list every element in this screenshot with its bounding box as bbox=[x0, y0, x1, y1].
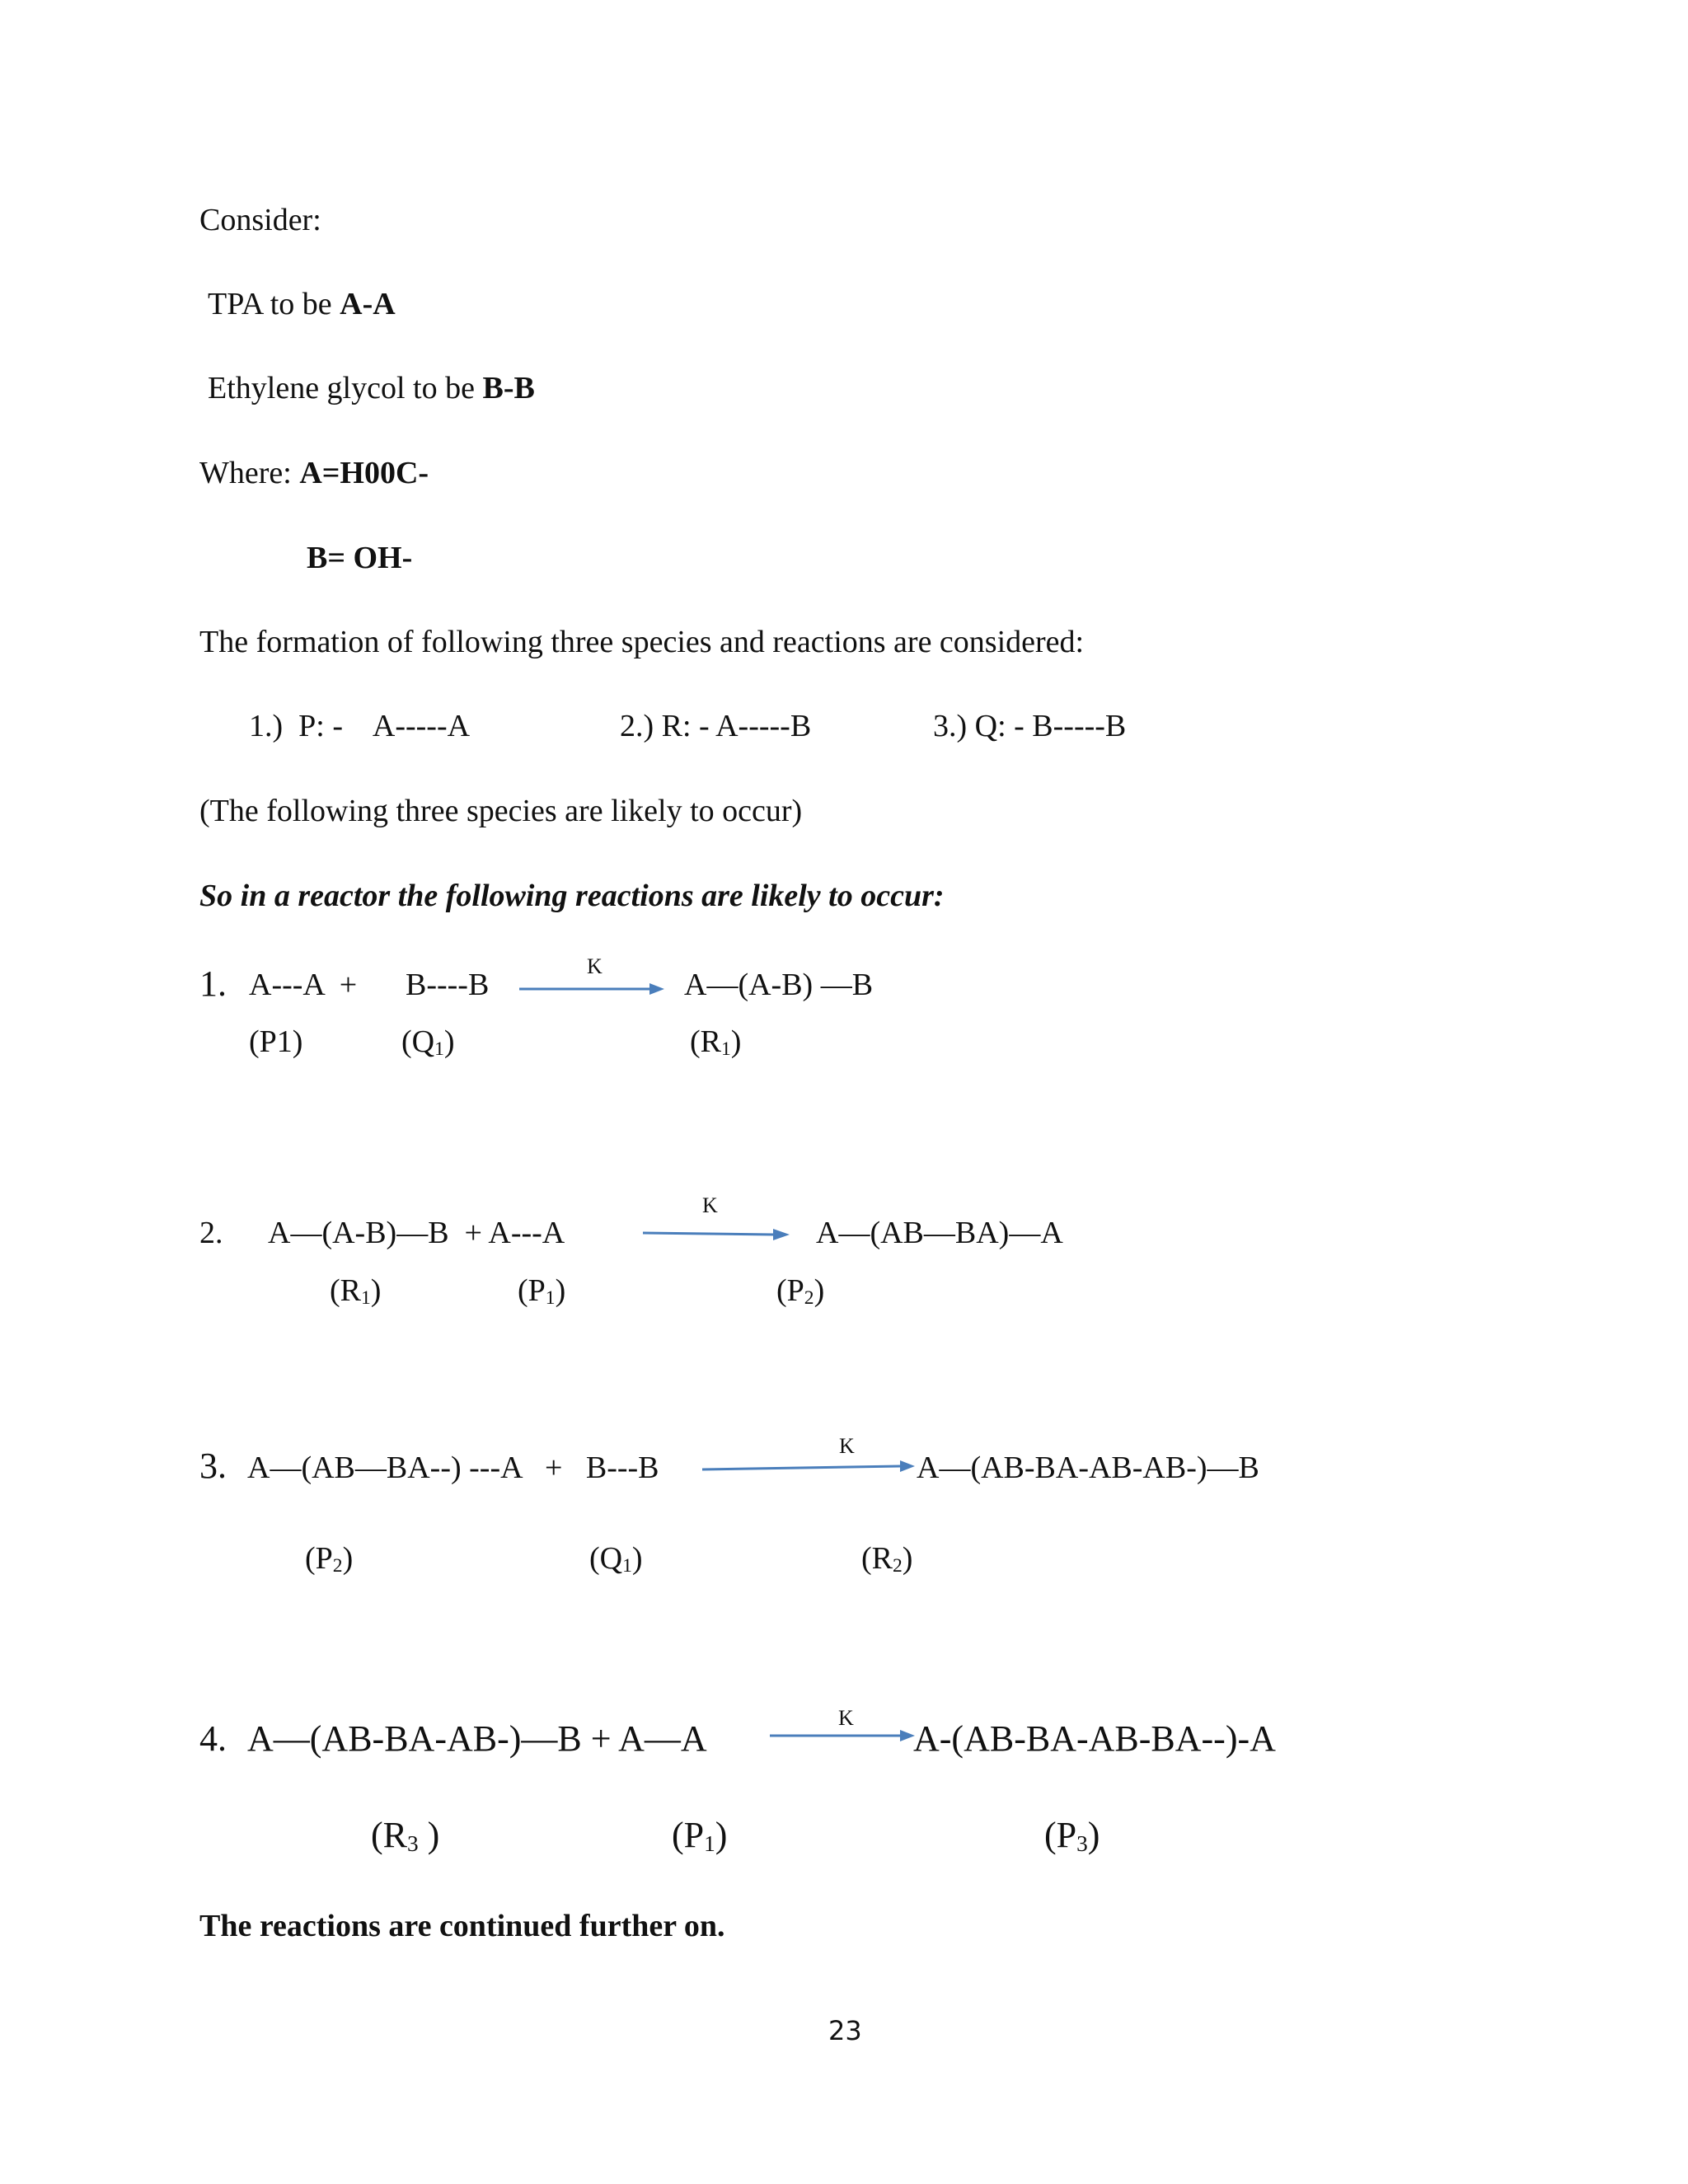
reaction-4-number: 4. bbox=[199, 1718, 227, 1759]
reaction-2-reactants: A—(A-B)—B + A---A bbox=[268, 1216, 565, 1250]
species-p: 1.) P: - A-----A bbox=[249, 709, 471, 743]
consider-label: Consider: bbox=[199, 203, 321, 237]
species-q: 3.) Q: - B-----B bbox=[933, 709, 1127, 743]
reaction-1-label-q1: $(Q_1)$ bbox=[401, 1024, 455, 1061]
reaction-2-rate-constant: K bbox=[702, 1193, 718, 1217]
reaction-1-product: A—(A-B) —B bbox=[684, 968, 874, 1002]
reaction-2-number: 2. bbox=[199, 1216, 223, 1250]
tpa-prefix: TPA to be bbox=[208, 287, 340, 321]
where-a-definition bbox=[199, 457, 429, 489]
reaction-1-label-r1: $(R_1)$ bbox=[690, 1024, 742, 1061]
reaction-1-rate-constant: K bbox=[587, 954, 603, 978]
reaction-4-product: A-(AB-BA-AB-BA--)-A bbox=[913, 1718, 1276, 1759]
reactor-heading: So in a reactor the following reactions are likely to occur: bbox=[199, 879, 945, 913]
reaction-4-rate-constant: K bbox=[838, 1706, 854, 1730]
reaction-3-reactants: A—(AB—BA--) ---A + B---B bbox=[247, 1451, 659, 1485]
reaction-1-arrow bbox=[519, 981, 668, 997]
reaction-4-label-p3: $(P_3)$ bbox=[1044, 1815, 1100, 1856]
reaction-1-label-p1: (P1) bbox=[249, 1024, 303, 1059]
reaction-1-reactant-2: B----B bbox=[406, 968, 490, 1002]
reaction-4-arrow bbox=[770, 1727, 918, 1744]
reaction-2-label-r1: $(R_1)$ bbox=[330, 1273, 382, 1310]
reaction-4-label-p1: $(P_1)$ bbox=[672, 1815, 728, 1856]
formation-text: The formation of following three species and reactions are considered: bbox=[199, 625, 1085, 659]
reaction-1-reactant-1: A---A + bbox=[249, 968, 358, 1002]
reaction-2-arrow bbox=[643, 1226, 791, 1245]
reaction-2-label-p1: $(P_1)$ bbox=[518, 1273, 566, 1310]
reaction-1-number: 1. bbox=[199, 963, 227, 1004]
reaction-3-label-q1: $(Q_1)$ bbox=[589, 1541, 643, 1577]
where-b-definition: B= OH- bbox=[307, 541, 413, 575]
reaction-3-number: 3. bbox=[199, 1446, 227, 1486]
reaction-3-rate-constant: K bbox=[839, 1434, 855, 1458]
reaction-3-label-p2: $(P_2)$ bbox=[305, 1541, 354, 1577]
where-a-value: A=H00C- bbox=[299, 456, 429, 490]
tpa-definition bbox=[208, 288, 396, 320]
eg-prefix: Ethylene glycol to be bbox=[208, 371, 483, 405]
reaction-2-product: A—(AB—BA)—A bbox=[816, 1216, 1063, 1250]
reaction-3-product: A—(AB-BA-AB-AB-)—B bbox=[917, 1451, 1259, 1485]
reaction-2-label-p2: $(P_2)$ bbox=[776, 1273, 825, 1310]
where-prefix: Where: bbox=[199, 456, 300, 490]
reaction-3-label-r2: $(R_2)$ bbox=[861, 1541, 913, 1577]
reaction-4-reactants: A—(AB-BA-AB-)—B + A—A bbox=[247, 1718, 707, 1759]
continued-note: The reactions are continued further on. bbox=[199, 1909, 725, 1943]
species-note: (The following three species are likely to occur) bbox=[199, 794, 803, 828]
tpa-value: A-A bbox=[340, 287, 396, 321]
page-number: 23 bbox=[828, 2015, 862, 2046]
reaction-3-arrow bbox=[702, 1455, 917, 1477]
species-r: 2.) R: - A-----B bbox=[620, 709, 812, 743]
eg-value: B-B bbox=[482, 371, 535, 405]
ethylene-glycol-definition bbox=[208, 373, 535, 404]
reaction-4-label-r3: ($R_3$ ) bbox=[371, 1815, 440, 1856]
